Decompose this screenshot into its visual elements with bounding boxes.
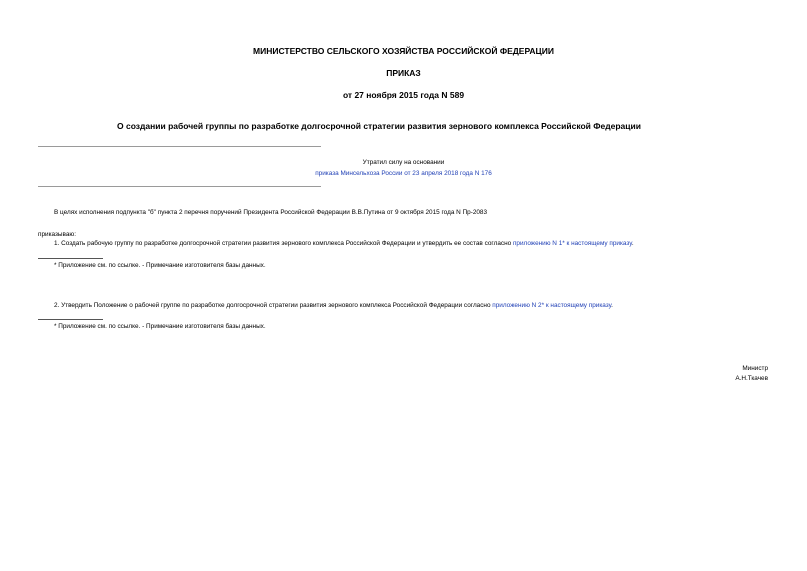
preamble: В целях исполнения подпункта "б" пункта 2 перечня поручений Президента Российской Федерации В.В.Путина от 9 октября 2015 года N Пр-2083 [54, 209, 488, 216]
status-top-rule [38, 146, 321, 147]
item-1-end: . [631, 240, 634, 247]
date-number: от 27 ноября 2015 года N 589 [342, 90, 465, 100]
order-item-2 [54, 302, 613, 309]
status-line: Утратил силу на основании [362, 159, 445, 166]
item-2-link[interactable]: приложению N 2* к настоящему приказу [492, 302, 612, 309]
order-word: приказываю: [38, 231, 76, 238]
doc-type: ПРИКАЗ [386, 68, 421, 78]
item-1-text: 1. Создать рабочую группу по разработке долгосрочной стратегии развития зернового комплекса Российской Федерации и утвердить ее состав согласно [54, 240, 513, 247]
item-1-link[interactable]: приложению N 1* к настоящему приказу [512, 240, 632, 247]
page-title: О создании рабочей группы по разработке долгосрочной стратегии развития зернового комплекса Российской Федерации [117, 121, 641, 131]
footnote-rule-1 [38, 258, 103, 259]
status-link[interactable]: приказа Минсельхоза России от 23 апреля 2018 года N 176 [315, 170, 492, 177]
ministry-heading: МИНИСТЕРСТВО СЕЛЬСКОГО ХОЗЯЙСТВА РОССИЙСКОЙ ФЕДЕРАЦИИ [253, 46, 554, 56]
signature-name: А.Н.Ткачев [735, 375, 768, 382]
item-2-end: . [611, 302, 613, 309]
footnote-rule-2 [38, 319, 103, 320]
status-bottom-rule [38, 186, 321, 187]
footnote-1: * Приложение см. по ссылке. - Примечание изготовителя базы данных. [54, 262, 266, 269]
item-2-text: 2. Утвердить Положение о рабочей группе по разработке долгосрочной стратегии развития зернового комплекса Российской Федерации согласно [54, 302, 493, 309]
signature-position: Министр [742, 365, 768, 372]
footnote-2: * Приложение см. по ссылке. - Примечание изготовителя базы данных. [54, 323, 266, 330]
order-item-1 [54, 240, 634, 247]
